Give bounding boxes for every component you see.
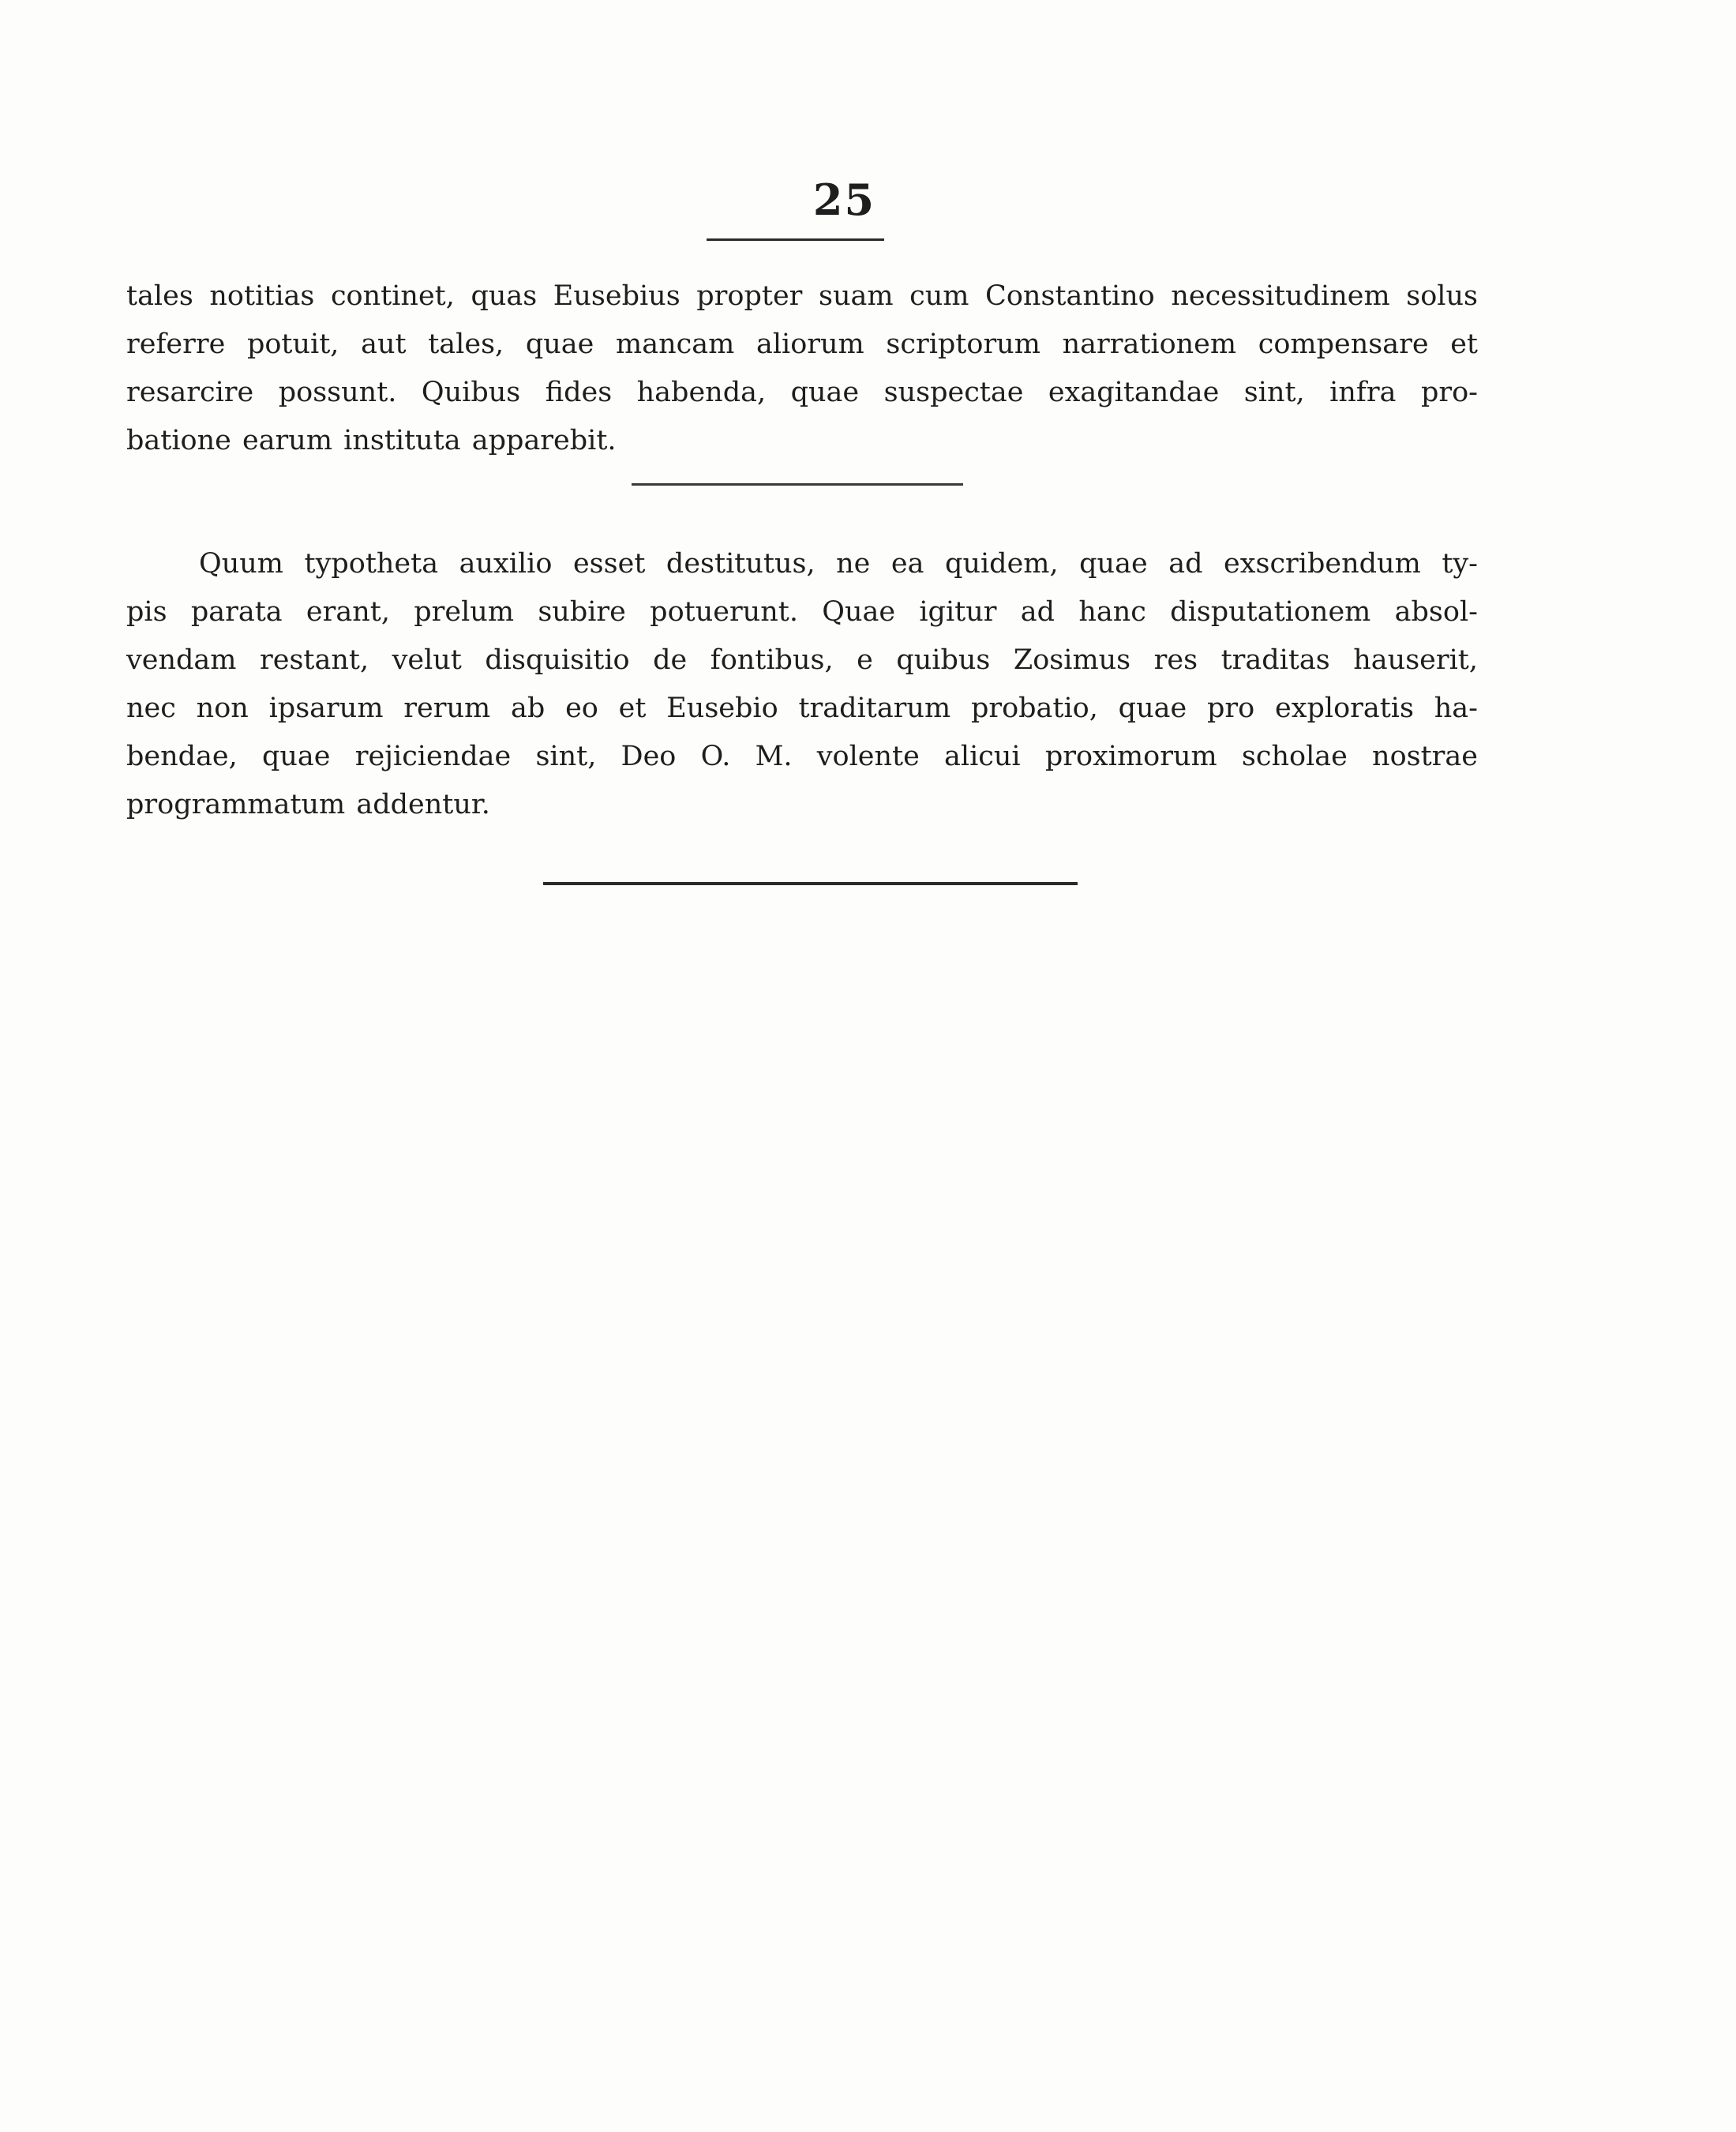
text-line: nec non ipsarum rerum ab eo et Eusebio traditarum probatio, quae pro exploratis ha- — [126, 693, 1478, 724]
text-line: referre potuit, aut tales, quae mancam aliorum scriptorum narrationem compensare et — [126, 328, 1478, 360]
text-line: Quum typotheta auxilio esset destitutus, ne ea quidem, quae ad exscribendum ty- — [199, 548, 1478, 580]
text-line: pis parata erant, prelum subire potuerunt. Quae igitur ad hanc disputationem absol- — [126, 596, 1478, 628]
header-rule — [707, 238, 884, 241]
text-line: tales notitias continet, quas Eusebius propter suam cum Constantino necessitudinem solus — [126, 280, 1478, 312]
end-rule — [543, 882, 1078, 885]
paragraph-2 — [126, 540, 1478, 829]
text-line: batione earum instituta apparebit. — [126, 425, 617, 456]
page-number: 25 — [812, 175, 876, 225]
text-line: resarcire possunt. Quibus fides habenda, quae suspectae exagitandae sint, infra pro- — [126, 377, 1478, 408]
text-line: vendam restant, velut disquisitio de fontibus, e quibus Zosimus res traditas hauserit, — [126, 644, 1478, 676]
text-line: bendae, quae rejiciendae sint, Deo O. M. volente alicui proximorum scholae nostrae — [126, 741, 1478, 772]
section-divider — [632, 483, 963, 486]
paragraph-1 — [126, 272, 1478, 465]
text-line: programmatum addentur. — [126, 789, 490, 820]
